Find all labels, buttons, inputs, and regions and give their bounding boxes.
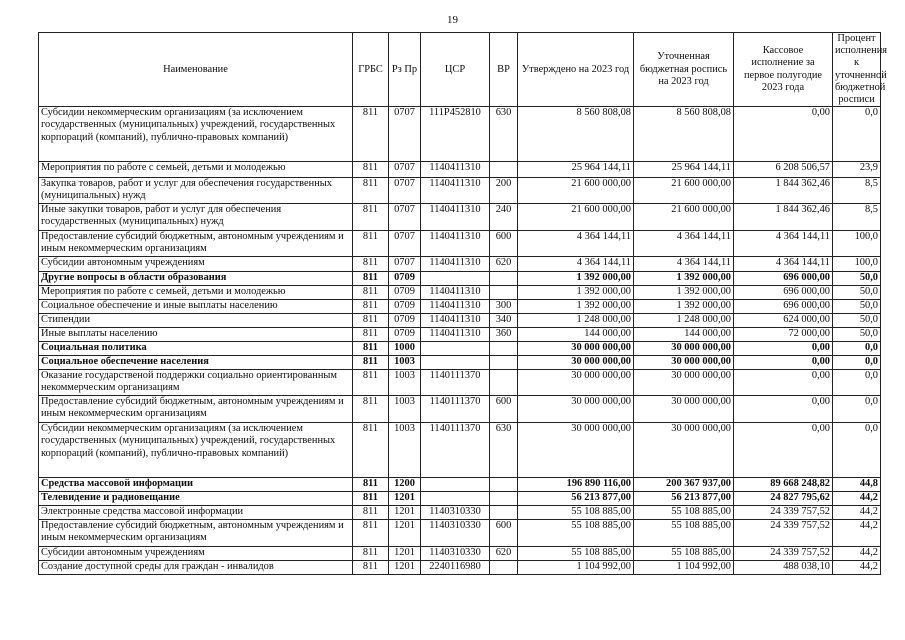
cell-vr <box>490 286 518 300</box>
cell-rzpr: 0709 <box>389 286 421 300</box>
cell-grbs: 811 <box>353 231 389 257</box>
cell-executed: 696 000,00 <box>734 272 833 286</box>
table-row <box>39 300 881 314</box>
cell-approved: 1 392 000,00 <box>518 300 634 314</box>
cell-percent: 0,0 <box>833 370 881 396</box>
cell-percent: 44,8 <box>833 478 881 492</box>
cell-grbs: 811 <box>353 423 389 478</box>
cell-approved: 30 000 000,00 <box>518 370 634 396</box>
cell-approved: 55 108 885,00 <box>518 506 634 520</box>
cell-grbs: 811 <box>353 520 389 547</box>
cell-grbs: 811 <box>353 314 389 328</box>
cell-grbs: 811 <box>353 561 389 575</box>
cell-name: Создание доступной среды для граждан - инвалидов <box>39 561 353 575</box>
cell-executed: 0,00 <box>734 342 833 356</box>
cell-percent: 50,0 <box>833 286 881 300</box>
cell-grbs: 811 <box>353 286 389 300</box>
cell-refined: 1 248 000,00 <box>634 314 734 328</box>
cell-refined: 30 000 000,00 <box>634 423 734 478</box>
cell-vr <box>490 492 518 506</box>
cell-refined: 56 213 877,00 <box>634 492 734 506</box>
cell-vr: 630 <box>490 423 518 478</box>
cell-rzpr: 1003 <box>389 370 421 396</box>
cell-rzpr: 0709 <box>389 314 421 328</box>
cell-percent: 8,5 <box>833 204 881 231</box>
cell-percent: 0,0 <box>833 396 881 423</box>
budget-table <box>38 32 888 575</box>
cell-refined: 4 364 144,11 <box>634 231 734 257</box>
cell-name: Мероприятия по работе с семьей, детьми и молодежью <box>39 162 353 178</box>
cell-vr: 600 <box>490 396 518 423</box>
cell-vr <box>490 478 518 492</box>
header-rzpr: Рз Пр <box>389 33 421 107</box>
cell-name: Стипендии <box>39 314 353 328</box>
table-row <box>39 162 881 178</box>
cell-percent: 44,2 <box>833 561 881 575</box>
cell-vr: 300 <box>490 300 518 314</box>
cell-refined: 1 104 992,00 <box>634 561 734 575</box>
cell-vr <box>490 356 518 370</box>
table-row <box>39 561 881 575</box>
header-csr: ЦСР <box>421 33 490 107</box>
cell-approved: 1 392 000,00 <box>518 286 634 300</box>
cell-executed: 72 000,00 <box>734 328 833 342</box>
cell-vr: 240 <box>490 204 518 231</box>
cell-executed: 0,00 <box>734 396 833 423</box>
cell-csr: 1140411310 <box>421 257 490 272</box>
header-approved: Утверждено на 2023 год <box>518 33 634 107</box>
cell-grbs: 811 <box>353 396 389 423</box>
cell-percent: 8,5 <box>833 178 881 204</box>
cell-name: Субсидии автономным учреждениям <box>39 547 353 561</box>
cell-grbs: 811 <box>353 162 389 178</box>
cell-grbs: 811 <box>353 300 389 314</box>
cell-name: Закупка товаров, работ и услуг для обеспечения государственных (муниципальных) нужд <box>39 178 353 204</box>
cell-csr: 1140310330 <box>421 520 490 547</box>
cell-approved: 30 000 000,00 <box>518 356 634 370</box>
cell-csr: 1140310330 <box>421 547 490 561</box>
cell-vr: 620 <box>490 547 518 561</box>
cell-vr <box>490 506 518 520</box>
table-row <box>39 328 881 342</box>
cell-csr: 1140411310 <box>421 178 490 204</box>
cell-refined: 55 108 885,00 <box>634 506 734 520</box>
header-executed: Кассовое исполнение за первое полугодие 2023 года <box>734 33 833 107</box>
cell-grbs: 811 <box>353 328 389 342</box>
cell-executed: 4 364 144,11 <box>734 257 833 272</box>
cell-vr: 630 <box>490 107 518 162</box>
cell-name: Электронные средства массовой информации <box>39 506 353 520</box>
cell-grbs: 811 <box>353 370 389 396</box>
cell-refined: 55 108 885,00 <box>634 520 734 547</box>
table-row <box>39 396 881 423</box>
cell-executed: 1 844 362,46 <box>734 204 833 231</box>
cell-percent: 50,0 <box>833 328 881 342</box>
cell-vr: 340 <box>490 314 518 328</box>
cell-approved: 196 890 116,00 <box>518 478 634 492</box>
cell-refined: 200 367 937,00 <box>634 478 734 492</box>
table-row <box>39 204 881 231</box>
cell-vr <box>490 272 518 286</box>
cell-executed: 0,00 <box>734 356 833 370</box>
cell-executed: 24 339 757,52 <box>734 506 833 520</box>
cell-refined: 4 364 144,11 <box>634 257 734 272</box>
cell-csr: 1140411310 <box>421 231 490 257</box>
cell-name: Мероприятия по работе с семьей, детьми и молодежью <box>39 286 353 300</box>
table-row <box>39 272 881 286</box>
cell-rzpr: 1201 <box>389 520 421 547</box>
cell-rzpr: 0707 <box>389 162 421 178</box>
cell-name: Иные выплаты населению <box>39 328 353 342</box>
cell-rzpr: 1000 <box>389 342 421 356</box>
cell-csr: 1140411310 <box>421 328 490 342</box>
table-row <box>39 506 881 520</box>
cell-csr: 1140411310 <box>421 286 490 300</box>
cell-vr <box>490 370 518 396</box>
cell-approved: 1 104 992,00 <box>518 561 634 575</box>
cell-approved: 4 364 144,11 <box>518 257 634 272</box>
header-vr: ВР <box>490 33 518 107</box>
cell-percent: 50,0 <box>833 314 881 328</box>
cell-csr <box>421 492 490 506</box>
cell-executed: 0,00 <box>734 370 833 396</box>
cell-rzpr: 1201 <box>389 492 421 506</box>
cell-csr: 111P452810 <box>421 107 490 162</box>
cell-csr: 2240116980 <box>421 561 490 575</box>
cell-refined: 30 000 000,00 <box>634 356 734 370</box>
cell-rzpr: 0709 <box>389 300 421 314</box>
header-refined: Уточненная бюджетная роспись на 2023 год <box>634 33 734 107</box>
cell-approved: 25 964 144,11 <box>518 162 634 178</box>
cell-grbs: 811 <box>353 356 389 370</box>
cell-csr: 1140411310 <box>421 162 490 178</box>
cell-csr: 1140411310 <box>421 314 490 328</box>
cell-vr: 200 <box>490 178 518 204</box>
table-row <box>39 257 881 272</box>
table-row <box>39 356 881 370</box>
cell-percent: 50,0 <box>833 272 881 286</box>
cell-grbs: 811 <box>353 492 389 506</box>
cell-executed: 696 000,00 <box>734 286 833 300</box>
cell-rzpr: 0707 <box>389 107 421 162</box>
cell-approved: 55 108 885,00 <box>518 547 634 561</box>
cell-name: Предоставление субсидий бюджетным, автономным учреждениям и иным некоммерческим организациям <box>39 520 353 547</box>
cell-vr <box>490 561 518 575</box>
cell-percent: 0,0 <box>833 356 881 370</box>
table-row <box>39 286 881 300</box>
cell-executed: 24 827 795,62 <box>734 492 833 506</box>
cell-name: Социальное обеспечение и иные выплаты населению <box>39 300 353 314</box>
cell-rzpr: 1003 <box>389 356 421 370</box>
cell-csr <box>421 342 490 356</box>
header-percent: Процент исполнения к уточненной бюджетной росписи <box>833 33 881 107</box>
cell-grbs: 811 <box>353 204 389 231</box>
cell-executed: 488 038,10 <box>734 561 833 575</box>
cell-name: Предоставление субсидий бюджетным, автономным учреждениям и иным некоммерческим организациям <box>39 396 353 423</box>
cell-refined: 30 000 000,00 <box>634 370 734 396</box>
cell-executed: 0,00 <box>734 423 833 478</box>
table-row <box>39 423 881 478</box>
cell-approved: 21 600 000,00 <box>518 178 634 204</box>
cell-rzpr: 0707 <box>389 231 421 257</box>
cell-vr: 620 <box>490 257 518 272</box>
table-row <box>39 178 881 204</box>
cell-name: Иные закупки товаров, работ и услуг для обеспечения государственных (муниципальных) нужд <box>39 204 353 231</box>
cell-rzpr: 1201 <box>389 561 421 575</box>
cell-approved: 30 000 000,00 <box>518 342 634 356</box>
cell-refined: 1 392 000,00 <box>634 300 734 314</box>
table-row <box>39 492 881 506</box>
cell-approved: 144 000,00 <box>518 328 634 342</box>
cell-executed: 24 339 757,52 <box>734 547 833 561</box>
cell-vr <box>490 342 518 356</box>
cell-percent: 44,2 <box>833 492 881 506</box>
cell-executed: 1 844 362,46 <box>734 178 833 204</box>
cell-approved: 55 108 885,00 <box>518 520 634 547</box>
cell-grbs: 811 <box>353 506 389 520</box>
cell-name: Телевидение и радиовещание <box>39 492 353 506</box>
cell-percent: 44,2 <box>833 506 881 520</box>
table-row <box>39 547 881 561</box>
cell-rzpr: 1003 <box>389 396 421 423</box>
cell-grbs: 811 <box>353 272 389 286</box>
table-row <box>39 107 881 162</box>
cell-csr <box>421 272 490 286</box>
cell-approved: 21 600 000,00 <box>518 204 634 231</box>
cell-csr: 1140111370 <box>421 370 490 396</box>
cell-refined: 21 600 000,00 <box>634 204 734 231</box>
cell-percent: 0,0 <box>833 107 881 162</box>
cell-percent: 50,0 <box>833 300 881 314</box>
cell-name: Субсидии некоммерческим организациям (за исключением государственных (муниципальных) учреждений, государственных корпораций (компаний), публично-правовых компаний) <box>39 423 353 478</box>
table-row <box>39 314 881 328</box>
cell-percent: 100,0 <box>833 231 881 257</box>
cell-rzpr: 0707 <box>389 204 421 231</box>
cell-csr: 1140111370 <box>421 423 490 478</box>
cell-percent: 0,0 <box>833 423 881 478</box>
cell-csr: 1140111370 <box>421 396 490 423</box>
cell-rzpr: 1201 <box>389 506 421 520</box>
table-row <box>39 342 881 356</box>
cell-grbs: 811 <box>353 107 389 162</box>
cell-grbs: 811 <box>353 257 389 272</box>
cell-approved: 30 000 000,00 <box>518 396 634 423</box>
cell-csr: 1140411310 <box>421 300 490 314</box>
cell-rzpr: 0707 <box>389 257 421 272</box>
table-row <box>39 520 881 547</box>
cell-name: Оказание государственой поддержки социально ориентированным некоммерческим организациям <box>39 370 353 396</box>
cell-refined: 30 000 000,00 <box>634 342 734 356</box>
cell-refined: 144 000,00 <box>634 328 734 342</box>
page-number: 19 <box>447 14 458 26</box>
cell-refined: 1 392 000,00 <box>634 286 734 300</box>
cell-approved: 1 248 000,00 <box>518 314 634 328</box>
cell-name: Субсидии автономным учреждениям <box>39 257 353 272</box>
cell-approved: 30 000 000,00 <box>518 423 634 478</box>
cell-name: Средства массовой информации <box>39 478 353 492</box>
header-row <box>39 33 881 107</box>
cell-executed: 24 339 757,52 <box>734 520 833 547</box>
cell-refined: 8 560 808,08 <box>634 107 734 162</box>
table-row <box>39 478 881 492</box>
table-row <box>39 370 881 396</box>
cell-grbs: 811 <box>353 342 389 356</box>
cell-rzpr: 1200 <box>389 478 421 492</box>
cell-vr <box>490 162 518 178</box>
cell-name: Предоставление субсидий бюджетным, автономным учреждениям и иным некоммерческим организациям <box>39 231 353 257</box>
cell-approved: 1 392 000,00 <box>518 272 634 286</box>
cell-executed: 89 668 248,82 <box>734 478 833 492</box>
cell-refined: 30 000 000,00 <box>634 396 734 423</box>
cell-rzpr: 0707 <box>389 178 421 204</box>
cell-executed: 624 000,00 <box>734 314 833 328</box>
cell-executed: 696 000,00 <box>734 300 833 314</box>
cell-vr: 600 <box>490 520 518 547</box>
cell-refined: 55 108 885,00 <box>634 547 734 561</box>
cell-vr: 600 <box>490 231 518 257</box>
cell-percent: 44,2 <box>833 547 881 561</box>
cell-approved: 56 213 877,00 <box>518 492 634 506</box>
cell-refined: 1 392 000,00 <box>634 272 734 286</box>
cell-percent: 44,2 <box>833 520 881 547</box>
cell-approved: 8 560 808,08 <box>518 107 634 162</box>
cell-percent: 100,0 <box>833 257 881 272</box>
cell-percent: 0,0 <box>833 342 881 356</box>
cell-rzpr: 1201 <box>389 547 421 561</box>
cell-executed: 6 208 506,57 <box>734 162 833 178</box>
cell-rzpr: 0709 <box>389 328 421 342</box>
cell-csr: 1140411310 <box>421 204 490 231</box>
cell-grbs: 811 <box>353 178 389 204</box>
cell-refined: 25 964 144,11 <box>634 162 734 178</box>
table-row <box>39 231 881 257</box>
cell-name: Социальная политика <box>39 342 353 356</box>
cell-refined: 21 600 000,00 <box>634 178 734 204</box>
header-grbs: ГРБС <box>353 33 389 107</box>
cell-vr: 360 <box>490 328 518 342</box>
cell-rzpr: 1003 <box>389 423 421 478</box>
cell-grbs: 811 <box>353 547 389 561</box>
cell-rzpr: 0709 <box>389 272 421 286</box>
cell-csr: 1140310330 <box>421 506 490 520</box>
cell-grbs: 811 <box>353 478 389 492</box>
cell-approved: 4 364 144,11 <box>518 231 634 257</box>
cell-name: Субсидии некоммерческим организациям (за исключением государственных (муниципальных) учреждений, государственных корпораций (компаний), публично-правовых компаний) <box>39 107 353 162</box>
cell-percent: 23,9 <box>833 162 881 178</box>
cell-name: Другие вопросы в области образования <box>39 272 353 286</box>
cell-csr <box>421 478 490 492</box>
cell-csr <box>421 356 490 370</box>
header-name: Наименование <box>39 33 353 107</box>
cell-executed: 4 364 144,11 <box>734 231 833 257</box>
cell-executed: 0,00 <box>734 107 833 162</box>
cell-name: Социальное обеспечение населения <box>39 356 353 370</box>
